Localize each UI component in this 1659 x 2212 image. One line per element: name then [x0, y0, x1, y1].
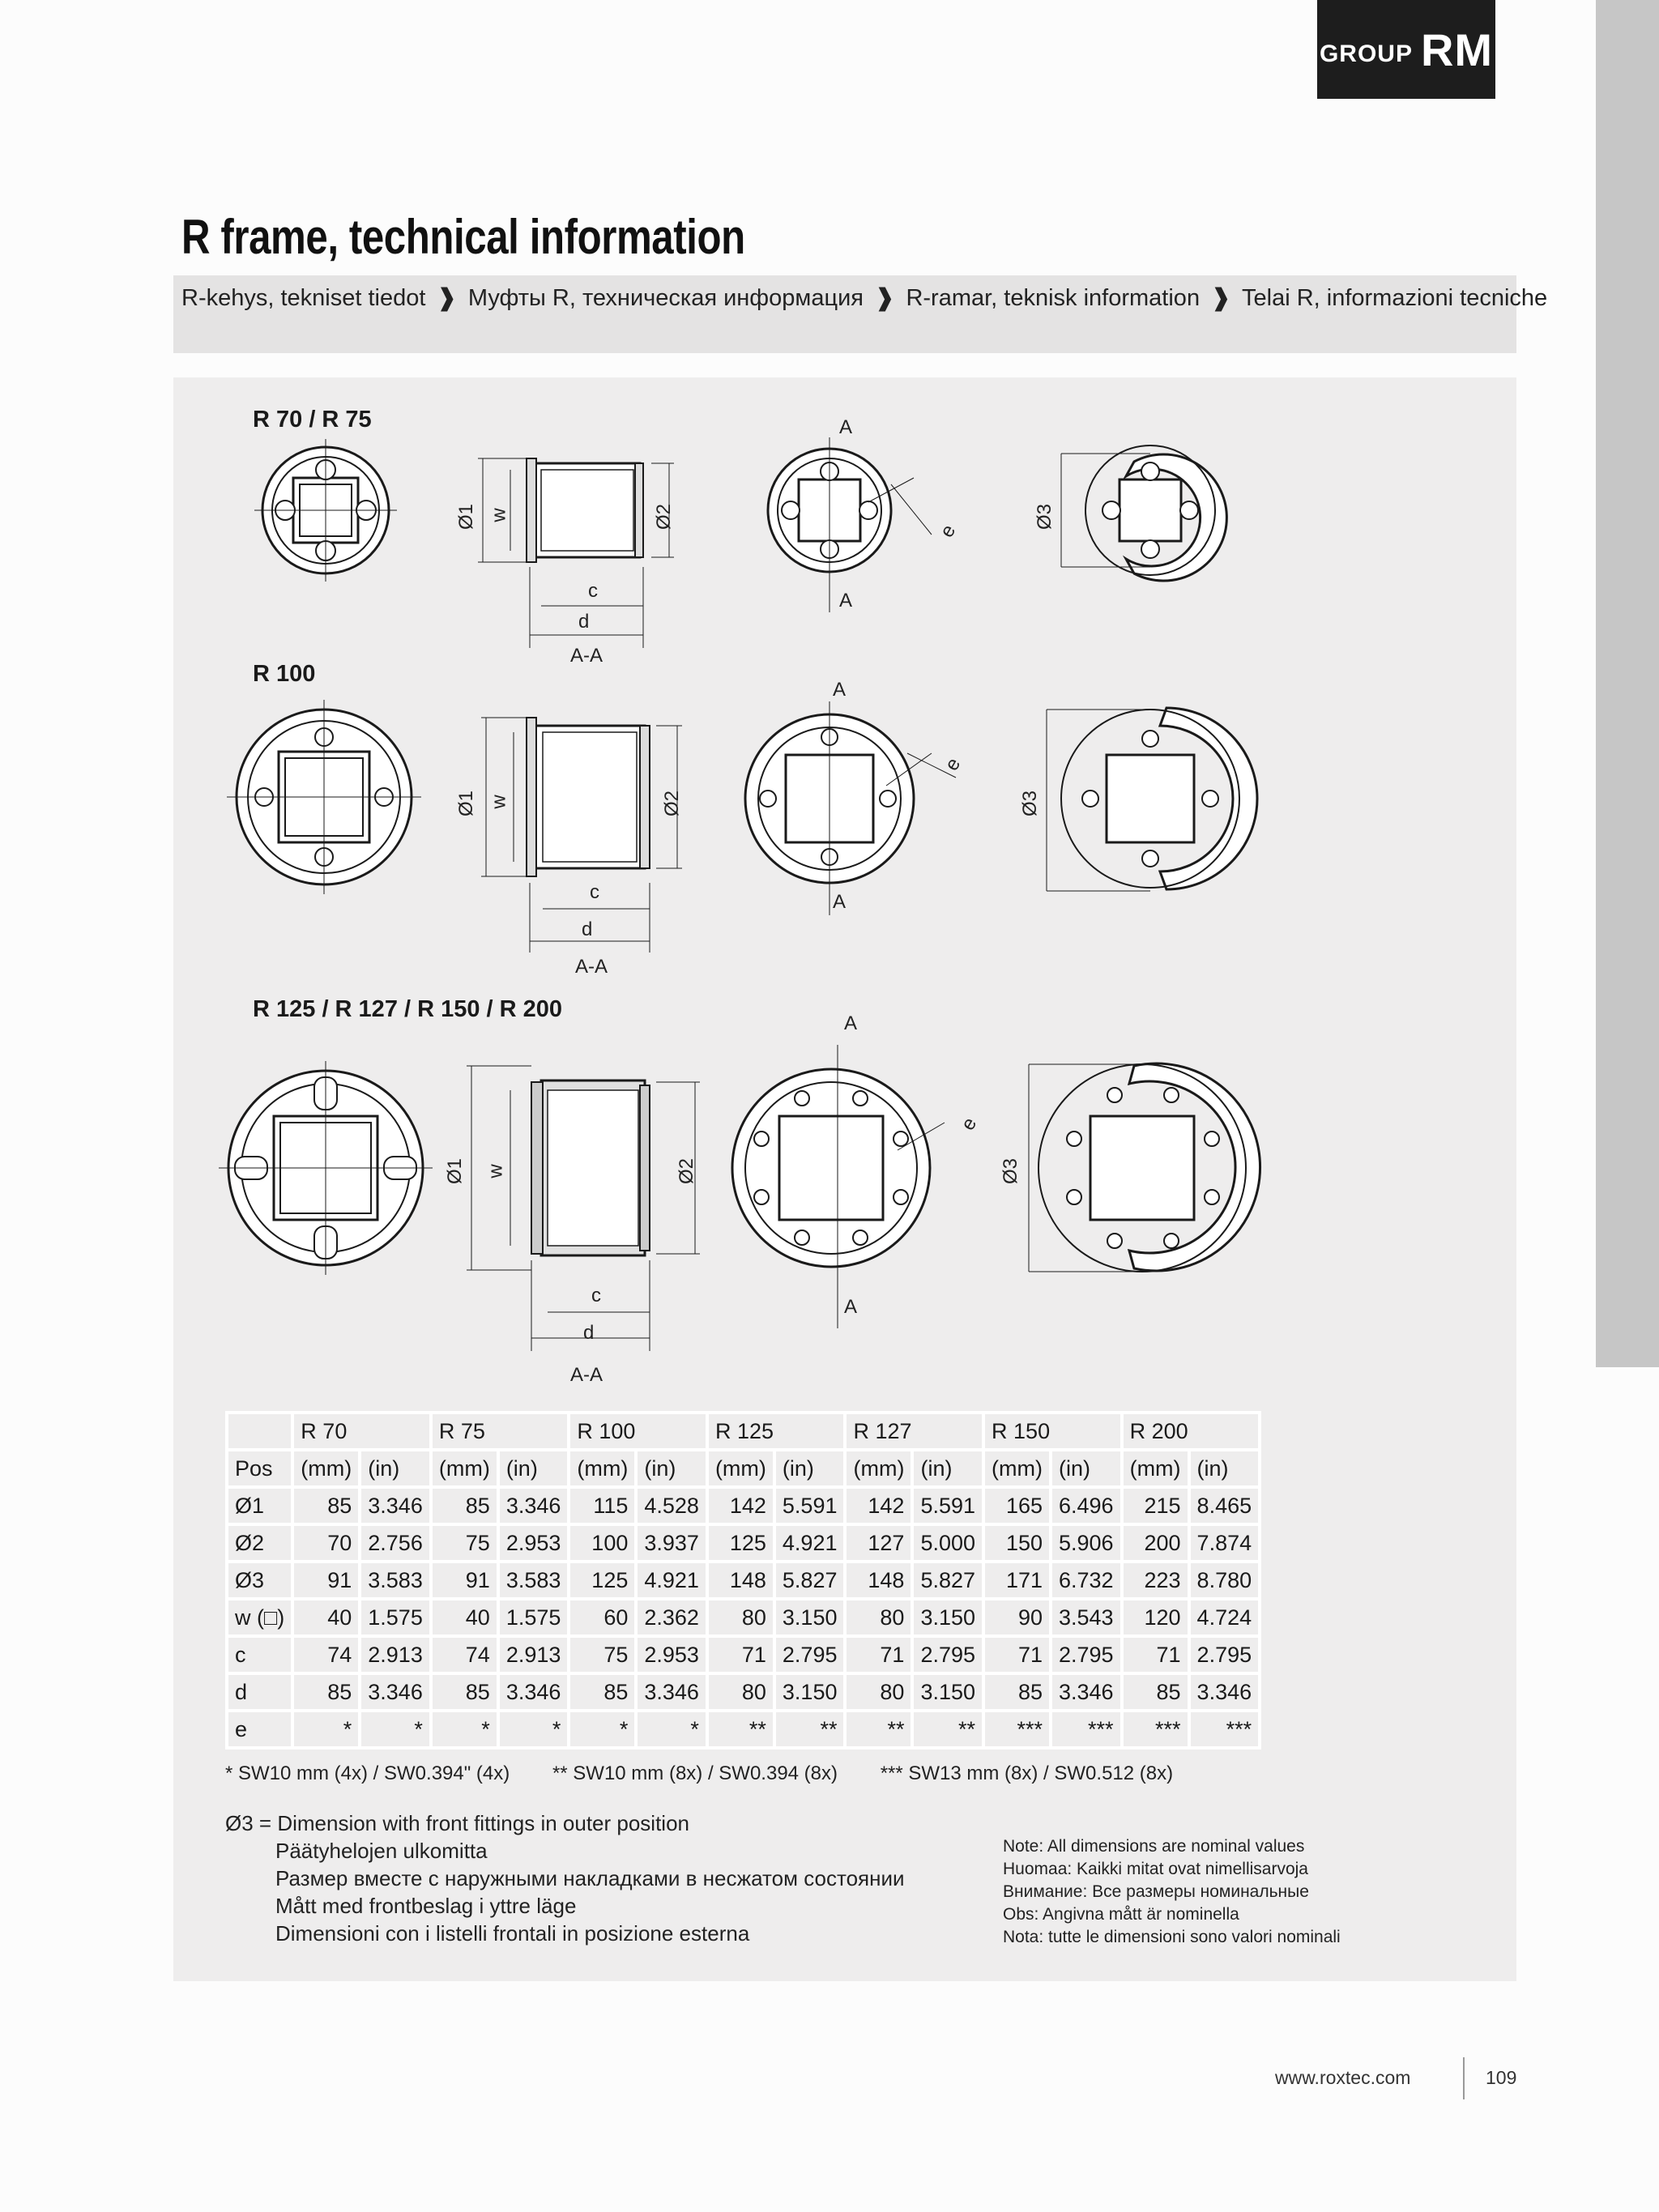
table-pos-cell: Ø2	[228, 1526, 291, 1560]
table-cell: 5.000	[914, 1526, 982, 1560]
table-cell: 3.346	[500, 1675, 568, 1709]
table-cell: 91	[433, 1563, 497, 1597]
group-label-r125-r200: R 125 / R 127 / R 150 / R 200	[253, 996, 563, 1022]
table-cell: 71	[1124, 1638, 1188, 1672]
dim-e-label: e	[936, 521, 961, 542]
table-pos-cell: c	[228, 1638, 291, 1672]
table-cell: 3.150	[914, 1600, 982, 1634]
table-cell: 142	[709, 1489, 773, 1523]
o3-definition-fi: Päätyhelojen ulkomitta	[275, 1839, 488, 1863]
table-cell: 142	[847, 1489, 911, 1523]
table-cell: 1.575	[361, 1600, 429, 1634]
table-cell: 100	[570, 1526, 634, 1560]
dim-c-label: c	[591, 1285, 601, 1306]
dim-d3-label: Ø3	[1034, 503, 1056, 531]
nominal-note-sv: Obs: Angivna mått är nominella	[1003, 1905, 1239, 1924]
table-pos-cell: Ø1	[228, 1489, 291, 1523]
table-model-header: R 75	[433, 1414, 568, 1448]
table-cell: 60	[570, 1600, 634, 1634]
table-cell: ***	[985, 1712, 1049, 1746]
table-cell: 6.732	[1052, 1563, 1120, 1597]
table-cell: 5.827	[776, 1563, 844, 1597]
group-prefix: GROUP	[1319, 40, 1413, 67]
table-units-row	[228, 1451, 1258, 1485]
table-unit-in: (in)	[361, 1451, 429, 1485]
table-row	[228, 1638, 1258, 1672]
o3-definition-sv: Mått med frontbeslag i yttre läge	[275, 1894, 577, 1918]
table-cell: 3.346	[1191, 1675, 1259, 1709]
table-pos-cell: d	[228, 1675, 291, 1709]
table-cell: 71	[709, 1638, 773, 1672]
page-number: 109	[1486, 2067, 1517, 2088]
table-cell: 8.465	[1191, 1489, 1259, 1523]
r125-fitting-view	[1029, 1063, 1260, 1272]
table-cell: 75	[570, 1638, 634, 1672]
r70-section-view	[768, 437, 932, 612]
section-label: A-A	[570, 1364, 603, 1386]
table-cell: *	[570, 1712, 634, 1746]
table-cell: 3.543	[1052, 1600, 1120, 1634]
table-cell: 85	[570, 1675, 634, 1709]
nominal-note-en: Note: All dimensions are nominal values	[1003, 1837, 1305, 1856]
subtitle-separator: ❱	[1211, 285, 1231, 311]
dim-d2-label: Ø2	[661, 790, 684, 817]
table-cell: 148	[709, 1563, 773, 1597]
table-pos-cell: e	[228, 1712, 291, 1746]
table-unit-mm: (mm)	[570, 1451, 634, 1485]
table-cell: 2.362	[638, 1600, 706, 1634]
table-corner	[228, 1414, 291, 1448]
table-cell: 125	[570, 1563, 634, 1597]
table-cell: 90	[985, 1600, 1049, 1634]
r100-fitting-view	[1047, 708, 1257, 891]
table-cell: 3.583	[361, 1563, 429, 1597]
table-unit-mm: (mm)	[294, 1451, 358, 1485]
table-model-header: R 70	[294, 1414, 429, 1448]
table-cell: 1.575	[500, 1600, 568, 1634]
dim-d2-label: Ø2	[653, 503, 676, 531]
table-unit-mm: (mm)	[847, 1451, 911, 1485]
r125-front-view	[219, 1061, 433, 1275]
table-model-header: R 125	[709, 1414, 844, 1448]
table-pos-cell: Ø3	[228, 1563, 291, 1597]
table-unit-in: (in)	[1052, 1451, 1120, 1485]
table-cell: 215	[1124, 1489, 1188, 1523]
table-pos-cell: w (□)	[228, 1600, 291, 1634]
table-unit-mm: (mm)	[709, 1451, 773, 1485]
table-cell: 70	[294, 1526, 358, 1560]
table-unit-in: (in)	[776, 1451, 844, 1485]
table-cell: 125	[709, 1526, 773, 1560]
table-cell: ***	[1191, 1712, 1259, 1746]
dim-w-label: w	[488, 508, 510, 522]
table-cell: 3.150	[914, 1675, 982, 1709]
dimension-table	[225, 1411, 1261, 1750]
table-cell: *	[638, 1712, 706, 1746]
table-cell: 3.346	[1052, 1675, 1120, 1709]
table-cell: 2.756	[361, 1526, 429, 1560]
table-cell: 2.953	[500, 1526, 568, 1560]
table-pos-header: Pos	[228, 1451, 291, 1485]
table-cell: 80	[709, 1675, 773, 1709]
table-cell: 115	[570, 1489, 634, 1523]
subtitle-fi: R-kehys, tekniset tiedot	[181, 285, 426, 311]
table-cell: 80	[847, 1675, 911, 1709]
table-cell: 4.921	[776, 1526, 844, 1560]
table-cell: 5.591	[914, 1489, 982, 1523]
section-a-top: A	[839, 416, 853, 438]
r100-side-view	[481, 718, 682, 953]
table-cell: 85	[433, 1489, 497, 1523]
nominal-values-note	[1003, 1835, 1341, 1949]
table-cell: 8.780	[1191, 1563, 1259, 1597]
nominal-note-it: Nota: tutte le dimensioni sono valori nominali	[1003, 1928, 1341, 1946]
subtitle-separator: ❱	[437, 285, 457, 311]
dim-d-label: d	[583, 1322, 595, 1344]
table-cell: 200	[1124, 1526, 1188, 1560]
table-unit-in: (in)	[914, 1451, 982, 1485]
table-cell: 3.583	[500, 1563, 568, 1597]
table-header-row	[228, 1414, 1258, 1448]
section-a-top: A	[833, 679, 847, 701]
table-cell: 127	[847, 1526, 911, 1560]
table-row	[228, 1600, 1258, 1634]
table-cell: 3.346	[500, 1489, 568, 1523]
o3-definition	[225, 1809, 905, 1947]
table-row	[228, 1526, 1258, 1560]
r70-side-view	[478, 458, 674, 648]
dim-d1-label: Ø1	[455, 790, 478, 817]
nominal-note-ru: Внимание: Все размеры номинальные	[1003, 1882, 1309, 1901]
dim-c-label: c	[590, 881, 599, 903]
table-cell: 2.913	[361, 1638, 429, 1672]
subtitle-it: Telai R, informazioni tecniche	[1242, 285, 1548, 311]
table-cell: *	[500, 1712, 568, 1746]
table-cell: **	[847, 1712, 911, 1746]
section-a-top: A	[844, 1012, 858, 1034]
section-label: A-A	[575, 956, 608, 978]
r100-section-view	[745, 701, 956, 915]
table-cell: 74	[433, 1638, 497, 1672]
footer-divider	[1463, 2057, 1465, 2099]
table-cell: 3.937	[638, 1526, 706, 1560]
table-cell: 2.795	[914, 1638, 982, 1672]
group-label-r70-r75: R 70 / R 75	[253, 407, 372, 433]
table-unit-in: (in)	[1191, 1451, 1259, 1485]
table-cell: 74	[294, 1638, 358, 1672]
section-label: A-A	[570, 645, 603, 667]
table-unit-in: (in)	[500, 1451, 568, 1485]
r70-fitting-view	[1061, 445, 1226, 581]
table-cell: 4.921	[638, 1563, 706, 1597]
table-cell: **	[914, 1712, 982, 1746]
section-a-bottom: A	[844, 1296, 858, 1318]
table-cell: 4.724	[1191, 1600, 1259, 1634]
r70-front-view	[254, 439, 397, 582]
footnote-triple: *** SW13 mm (8x) / SW0.512 (8x)	[880, 1762, 1174, 1784]
table-cell: 80	[847, 1600, 911, 1634]
o3-definition-lead: Ø3 = Dimension with front fittings in outer position	[225, 1811, 690, 1835]
table-cell: 2.795	[1052, 1638, 1120, 1672]
table-unit-mm: (mm)	[433, 1451, 497, 1485]
table-row	[228, 1563, 1258, 1597]
dim-d-label: d	[582, 918, 593, 940]
table-model-header: R 127	[847, 1414, 982, 1448]
table-cell: 3.346	[361, 1675, 429, 1709]
table-cell: 85	[294, 1489, 358, 1523]
section-a-bottom: A	[833, 891, 847, 913]
section-a-bottom: A	[839, 590, 853, 612]
table-cell: *	[361, 1712, 429, 1746]
group-code: RM	[1420, 23, 1494, 75]
o3-definition-ru: Размер вместе с наружными накладками в несжатом состоянии	[275, 1866, 905, 1890]
table-cell: 3.150	[776, 1675, 844, 1709]
footnote-double: ** SW10 mm (8x) / SW0.394 (8x)	[552, 1762, 838, 1784]
dim-d2-label: Ø2	[676, 1157, 698, 1185]
table-cell: 2.913	[500, 1638, 568, 1672]
table-cell: 71	[847, 1638, 911, 1672]
page-title: R frame, technical information	[181, 210, 745, 264]
table-cell: 71	[985, 1638, 1049, 1672]
r125-side-view	[467, 1066, 700, 1351]
table-unit-mm: (mm)	[1124, 1451, 1188, 1485]
table-cell: ***	[1052, 1712, 1120, 1746]
table-row	[228, 1489, 1258, 1523]
table-cell: 85	[985, 1675, 1049, 1709]
table-cell: 120	[1124, 1600, 1188, 1634]
dim-d3-label: Ø3	[1019, 790, 1042, 817]
table-model-header: R 200	[1124, 1414, 1259, 1448]
subtitle-sv: R-ramar, teknisk information	[906, 285, 1201, 311]
table-cell: 3.346	[638, 1675, 706, 1709]
r100-front-view	[227, 700, 421, 894]
table-cell: *	[294, 1712, 358, 1746]
table-cell: 85	[433, 1675, 497, 1709]
table-cell: 3.346	[361, 1489, 429, 1523]
table-cell: 5.827	[914, 1563, 982, 1597]
table-cell: 2.795	[776, 1638, 844, 1672]
table-cell: 148	[847, 1563, 911, 1597]
dim-d-label: d	[578, 611, 590, 633]
table-cell: 3.150	[776, 1600, 844, 1634]
r125-section-view	[732, 1045, 945, 1328]
dim-w-label: w	[488, 795, 510, 809]
footnote-single: * SW10 mm (4x) / SW0.394" (4x)	[225, 1762, 510, 1784]
footer-url[interactable]: www.roxtec.com	[1275, 2067, 1411, 2088]
subtitle-ru: Муфты R, техническая информация	[467, 285, 864, 311]
table-cell: 7.874	[1191, 1526, 1259, 1560]
dim-e-label: e	[957, 1114, 982, 1135]
table-model-header: R 100	[570, 1414, 706, 1448]
table-cell: 2.795	[1191, 1638, 1259, 1672]
table-cell: 150	[985, 1526, 1049, 1560]
table-cell: 5.591	[776, 1489, 844, 1523]
o3-definition-it: Dimensioni con i listelli frontali in posizione esterna	[275, 1921, 750, 1946]
subtitle-separator: ❱	[875, 285, 895, 311]
table-unit-in: (in)	[638, 1451, 706, 1485]
table-unit-mm: (mm)	[985, 1451, 1049, 1485]
dim-e-label: e	[940, 754, 966, 775]
table-cell: 6.496	[1052, 1489, 1120, 1523]
table-row	[228, 1675, 1258, 1709]
table-cell: 40	[433, 1600, 497, 1634]
table-cell: 40	[294, 1600, 358, 1634]
dim-c-label: c	[588, 580, 598, 602]
dim-d1-label: Ø1	[444, 1157, 467, 1185]
table-cell: 171	[985, 1563, 1049, 1597]
dim-d3-label: Ø3	[1000, 1157, 1022, 1185]
table-cell: 4.528	[638, 1489, 706, 1523]
table-cell: 2.953	[638, 1638, 706, 1672]
table-cell: **	[776, 1712, 844, 1746]
table-cell: ***	[1124, 1712, 1188, 1746]
footnotes	[225, 1762, 1210, 1785]
table-cell: 80	[709, 1600, 773, 1634]
table-cell: 91	[294, 1563, 358, 1597]
table-cell: 75	[433, 1526, 497, 1560]
table-cell: 5.906	[1052, 1526, 1120, 1560]
nominal-note-fi: Huomaa: Kaikki mitat ovat nimellisarvoja	[1003, 1860, 1308, 1878]
table-cell: *	[433, 1712, 497, 1746]
dim-d1-label: Ø1	[455, 503, 478, 531]
table-cell: 85	[294, 1675, 358, 1709]
table-cell: 85	[1124, 1675, 1188, 1709]
table-row	[228, 1712, 1258, 1746]
table-model-header: R 150	[985, 1414, 1120, 1448]
table-cell: 165	[985, 1489, 1049, 1523]
group-label-r100: R 100	[253, 661, 316, 687]
table-cell: **	[709, 1712, 773, 1746]
table-cell: 223	[1124, 1563, 1188, 1597]
dim-w-label: w	[484, 1164, 507, 1178]
